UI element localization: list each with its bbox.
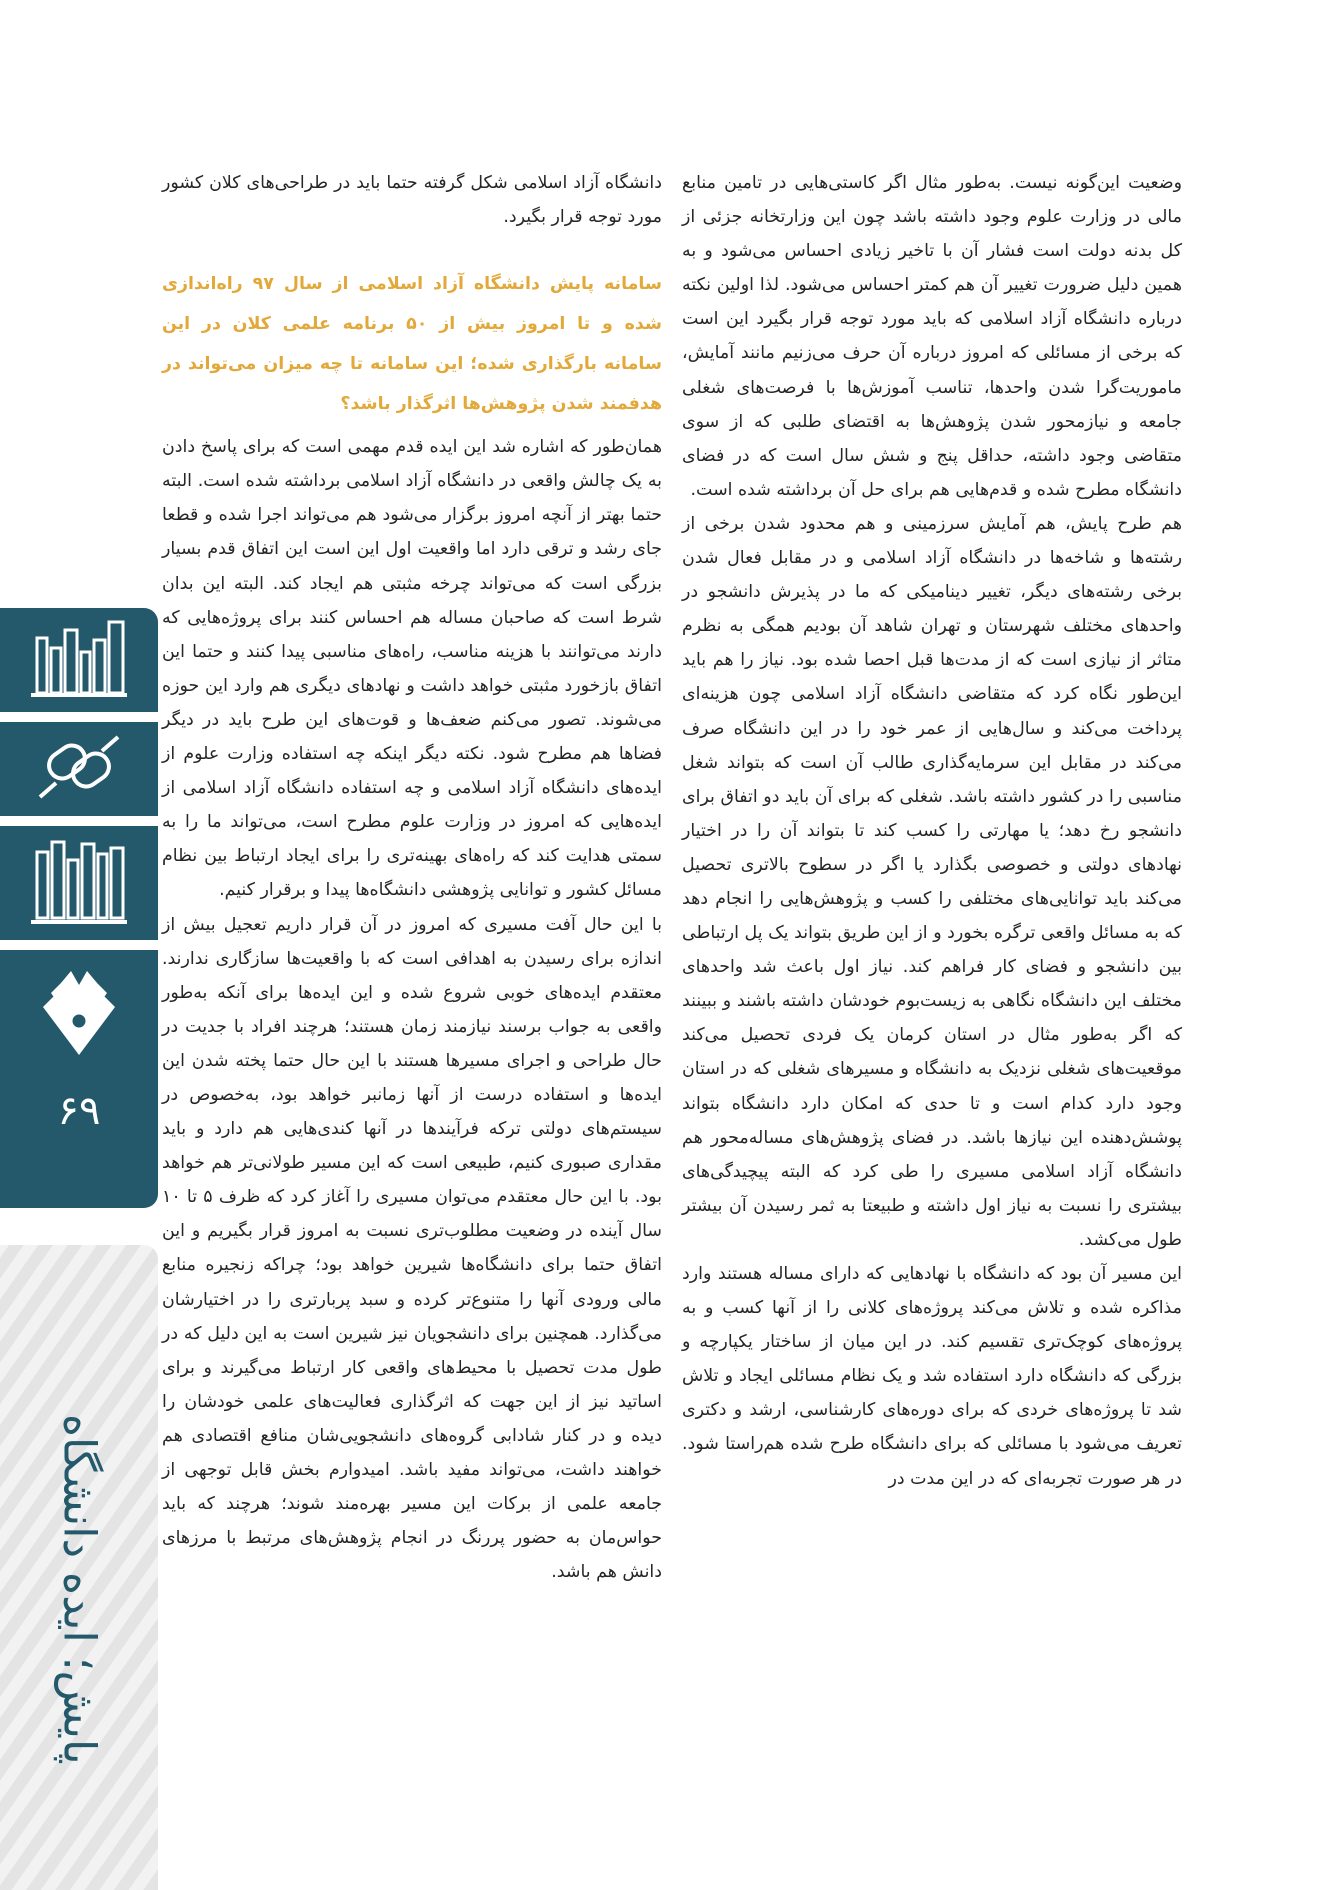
page-number: ۶۹	[57, 1088, 101, 1134]
section-title: پایش؛ ایده دانشگاه	[53, 1414, 105, 1765]
body-paragraph: هم طرح پایش، هم آمایش سرزمینی و هم محدود شدن برخی از رشته‌ها و شاخه‌ها در دانشگاه آزاد اسلامی و در مقابل فعال شدن برخی رشته‌های دیگر، تغییر دینامیکی که ما در پذیرش دانشجو در واحدهای مختلف شهرستان و تهران شاهد آن بودیم همگی به نظرم متاثر از نیازی است که از مدت‌ها قبل احصا شده بود. نیاز را هم باید این‌طور نگاه کرد که متقاضی دانشگاه آزاد اسلامی چون هزینه‌ای پرداخت می‌کند و سال‌هایی از عمر خود را در این دانشگاه صرف می‌کند در مقابل این سرمایه‌گذاری طالب آن است که بتواند شغل مناسبی را در کشور داشته باشد. شغلی که برای آن باید دو اتفاق برای دانشجو رخ دهد؛ یا مهارتی را کسب کند تا بتواند آن را در اختیار نهادهای دولتی و خصوصی بگذارد یا اگر در سطوح بالاتری تحصیل می‌کند باید توانایی‌های مختلفی را کسب و پژوهش‌هایی را انجام دهد که به مسائل واقعی ترگره بخورد و از این طریق بتواند یک پل ارتباطی بین دانشجو و فضای کار فراهم کند. نیاز اول باعث شد واحدهای مختلف این دانشگاه نگاهی به زیست‌بوم خودشان داشته باشند و ببینند که اگر به‌طور مثال در استان کرمان یک فردی تحصیل می‌کند موقعیت‌های شغلی نزدیک به دانشگاه و مسیرهای شغلی که در استان وجود دارد کدام است و تا حدی که امکان دارد دانشگاه بتواند پوشش‌دهنده این نیازها باشد. در فضای پژوهش‌های مساله‌محور هم دانشگاه آزاد اسلامی مسیری را طی کرد که البته پیچیدگی‌های بیشتری را نسبت به نیاز اول داشته و طبیعتا به ثمر رسیدن آن بیشتر طول می‌کشد.	[682, 513, 1182, 1250]
band-divider	[0, 712, 158, 722]
bookshelf-icon	[0, 826, 158, 936]
intro-paragraph: دانشگاه آزاد اسلامی شکل گرفته حتما باید در طراحی‌های کلان کشور مورد توجه قرار بگیرد.	[162, 173, 662, 228]
body-paragraph: این مسیر آن بود که دانشگاه با نهادهایی که دارای مساله هستند وارد مذاکره شده و تلاش می‌کند پروژه‌های کلانی را از آنها کسب و به پروژه‌های کوچک‌تری تقسیم کند. در این میان از ساختار یکپارچه و بزرگی که دانشگاه دارد استفاده شد و یک نظام مسائلی ایجاد و تلاش شد تا پروژه‌های خردی که برای دوره‌های کارشناسی، ارشد و دکتری تعریف می‌شود با مسائلی که برای دانشگاه طرح شده هم‌راستا شود. در هر صورت تجربه‌ای که در این مدت در	[682, 1264, 1182, 1489]
books-icon	[0, 608, 158, 708]
body-paragraph: وضعیت این‌گونه نیست. به‌طور مثال اگر کاستی‌هایی در تامین منابع مالی در وزارت علوم وجود داشته باشد چون این وزارتخانه جزئی از کل بدنه دولت است فشار آن با تاخیر زیادی احساس می‌شود و به همین دلیل ضرورت تغییر آن هم کمتر احساس می‌شود. لذا اولین نکته درباره دانشگاه آزاد اسلامی که باید مورد توجه قرار بگیرد این است که برخی از مسائلی که امروز درباره آن حرف می‌زنیم مانند آمایش، ماموریت‌گرا شدن واحدها، تناسب آموزش‌ها با فرصت‌های شغلی جامعه و نیازمحور شدن پژوهش‌ها به اقتضای طلبی که از سوی متقاضی وجود داشته، حداقل پنج و شش سال است که در فضای دانشگاه مطرح شده و قدم‌هایی هم برای حل آن برداشته شده است.	[682, 173, 1182, 500]
left-text-column	[162, 166, 662, 1589]
interview-question-heading: سامانه پایش دانشگاه آزاد اسلامی از سال ۹۷ راه‌اندازی شده و تا امروز بیش از ۵۰ برنامه علمی کلان در این سامانه بارگذاری شده؛ این سامانه تا چه میزان می‌تواند در هدفمند شدن پژوهش‌ها اثرگذار باشد؟	[162, 274, 663, 415]
link-chain-icon	[0, 722, 158, 812]
university-logo-icon	[0, 950, 158, 1070]
side-band	[0, 608, 158, 1208]
body-paragraph: با این حال آفت مسیری که امروز در آن قرار داریم تعجیل بیش از اندازه برای رسیدن به اهدافی است که با واقعیت‌ها سازگاری ندارند. معتقدم ایده‌های خوبی شروع شده و این ایده‌ها برای آنکه به‌طور واقعی به جواب برسند نیازمند زمان هستند؛ هرچند افراد با جدیت در حال طراحی و اجرای مسیرها هستند با این حال حتما پخته شدن این ایده‌ها و استفاده درست از آنها زمانبر خواهد بود، به‌خصوص در سیستم‌های دولتی ترکه فرآیندها در آنها کندی‌هایی هم دارد و باید مقداری صبوری کنیم، طبیعی است که این مسیر طولانی‌تر هم خواهد بود. با این حال معتقدم می‌توان مسیری را آغاز کرد که ظرف ۵ تا ۱۰ سال آینده در وضعیت مطلوب‌تری نسبت به امروز قرار بگیریم و این اتفاق حتما برای دانشگاه‌ها شیرین خواهد بود؛ چراکه زنجیره منابع مالی ورودی آنها را متنوع‌تر کرده و سبد پربارتری را در اختیارشان می‌گذارد. همچنین برای دانشجویان نیز شیرین است به این دلیل که در طول مدت تحصیل با محیط‌های واقعی کار ارتباط می‌گیرند و برای اساتید نیز از این جهت که اثرگذاری فعالیت‌های علمی خودشان را دیده و در کنار شادابی گروه‌های دانشجویی‌شان منافع اقتصادی هم خواهند داشت، می‌تواند مفید باشد. امیدوارم بخش قابل توجهی از جامعه علمی از برکات این مسیر بهره‌مند شوند؛ هرچند که باید حواس‌مان به حضور پررنگ در انجام پژوهش‌های مرتبط با مرزهای دانش هم باشد.	[162, 914, 662, 1583]
right-text-column	[682, 166, 1182, 1496]
band-divider	[0, 816, 158, 826]
band-divider	[0, 940, 158, 950]
body-paragraph: همان‌طور که اشاره شد این ایده قدم مهمی است که برای پاسخ دادن به یک چالش واقعی در دانشگاه آزاد اسلامی برداشته شده است. البته حتما بهتر از آنچه امروز برگزار می‌شود هم می‌تواند اجرا شده و قطعا جای رشد و ترقی دارد اما واقعیت اول این است این اتفاق قدم بسیار بزرگی است که می‌تواند چرخه مثبتی هم ایجاد کند. البته این بدان شرط است که صاحبان مساله هم احساس کنند برای پروژه‌هایی که دارند می‌توانند با هزینه مناسب، راه‌های مناسبی پیدا کنند و حتما این اتفاق بازخورد مثبتی خواهد داشت و نهادهای دیگری هم وارد این حوزه می‌شوند. تصور می‌کنم ضعف‌ها و قوت‌های این طرح باید در دیگر فضاها هم مطرح شود. نکته دیگر اینکه چه استفاده وزارت علوم از ایده‌های دانشگاه آزاد اسلامی و چه استفاده دانشگاه آزاد اسلامی از ایده‌هایی که امروز در وزارت علوم مطرح است، می‌تواند ما را به سمتی هدایت کند که راه‌های بهینه‌تری را برای ایجاد ارتباط بین نظام مسائل کشور و توانایی پژوهشی دانشگاه‌ها پیدا و برقرار کنیم.	[162, 437, 662, 901]
